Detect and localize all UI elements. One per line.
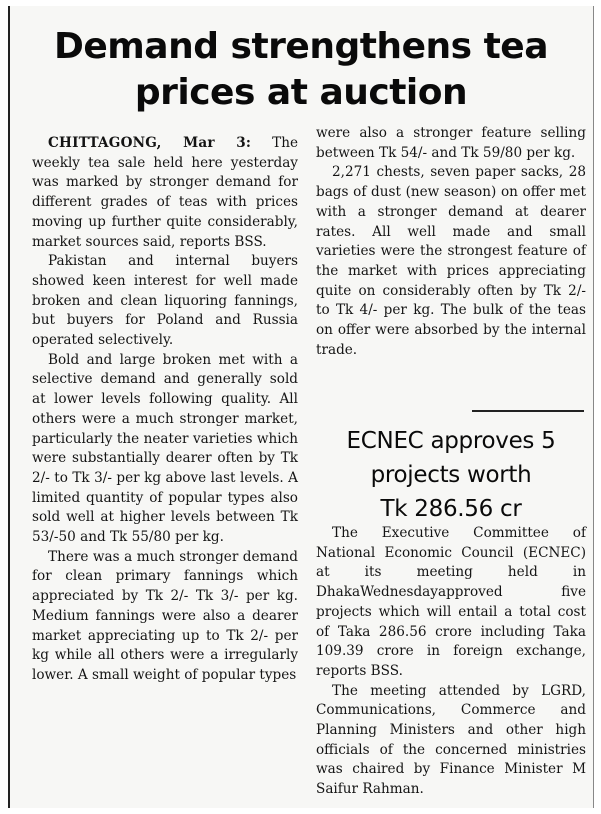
story2-headline-line-3: Tk 286.56 cr: [380, 496, 522, 522]
story2-paragraph-2: The meeting attended by LGRD, Communications, Commerce and Planning Ministers and other high officials of the concerned ministries was chaired by Finance Minister M Saifur Rahman.: [316, 682, 586, 798]
story1-paragraph-4: There was a much stronger demand for clean primary fannings which appreciated by Tk 2/- Tk 3/- per kg. Medium fannings were also a dearer market appreciating up to Tk 2/- per kg while all others were a irregularly lower. A small weight of popular types: [32, 548, 298, 683]
story2-paragraph-1: The Executive Committee of National Economic Council (ECNEC) at its meeting held in DhakaWednesdayapproved five projects which will entail a total cost of Taka 286.56 crore including Taka 109.39 crore in foreign exchange, reports BSS.: [316, 525, 586, 679]
story1-column-right: [316, 124, 586, 360]
headline: [10, 24, 592, 116]
story2-headline-line-2: projects worth: [370, 462, 532, 488]
story2-column: [316, 524, 586, 800]
story1-paragraph-6: 2,271 chests, seven paper sacks, 28 bags of dust (new season) on offer met with a stronger demand at dearer rates. All well made and small varieties were the strongest feature of the market with prices appreciating quite on considerably often by Tk 2/- to Tk 4/- per kg. The bulk of the teas on offer were absorbed by the internal trade.: [316, 164, 586, 358]
story2-headline: [316, 424, 586, 526]
story1-paragraph-2: Pakistan and internal buyers showed keen interest for well made broken and clean liquoring fannings, but buyers for Poland and Russia operated selectively.: [32, 253, 298, 349]
headline-line-2: prices at auction: [134, 72, 468, 113]
story1-paragraph-1: [32, 134, 298, 252]
divider-rule: [472, 410, 584, 412]
story1-paragraph-3: Bold and large broken met with a selective demand and generally sold at lower levels following quality. All others were a much stronger market, particularly the neater varieties which were substantially dearer often by Tk 2/- to Tk 3/- per kg above last levels. A limited quantity of popular types also sold well at higher levels between Tk 53/-50 and Tk 55/80 per kg.: [32, 351, 298, 546]
story1-paragraph-5: were also a stronger feature selling between Tk 54/- and Tk 59/80 per kg.: [316, 125, 586, 161]
story1-column-left: [32, 134, 298, 686]
headline-line-1: Demand strengthens tea: [53, 26, 548, 67]
story1-paragraph-1-text: The weekly tea sale held here yesterday was marked by stronger demand for different grades of teas with prices moving up further quite considerably, market sources said, reports BSS.: [32, 135, 298, 250]
story2-headline-line-1: ECNEC approves 5: [346, 428, 556, 454]
dateline: CHITTAGONG, Mar 3:: [48, 135, 252, 151]
newspaper-clipping: [8, 6, 594, 808]
